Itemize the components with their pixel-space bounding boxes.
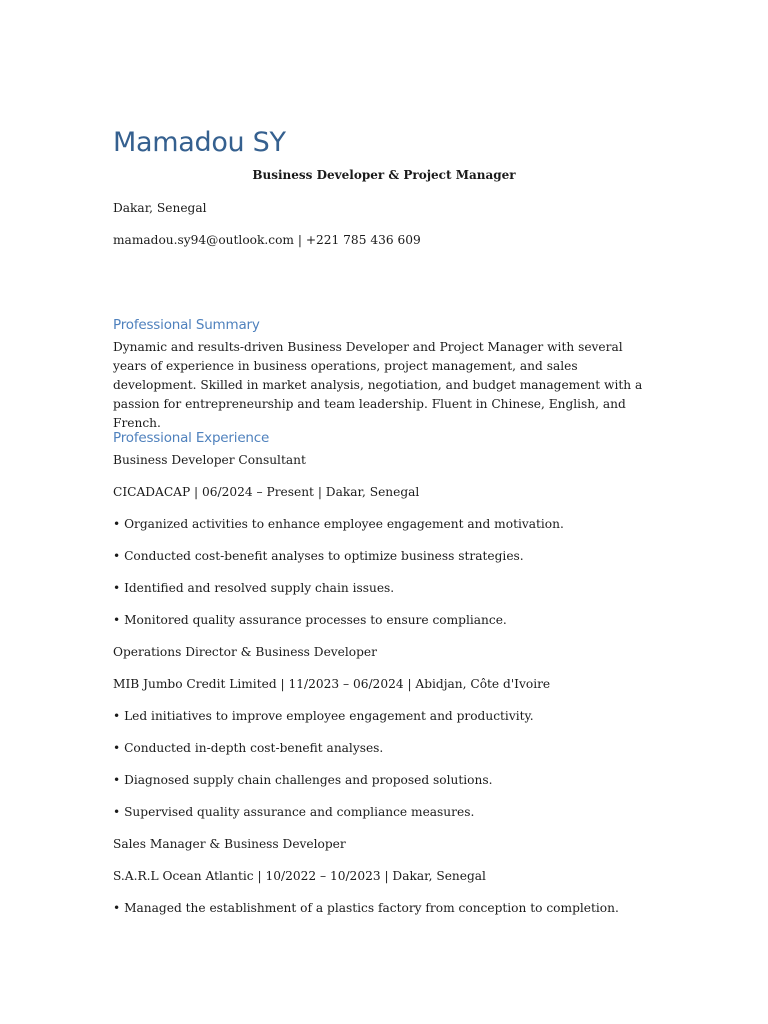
summary-heading: Professional Summary [113, 317, 260, 333]
job-role: Sales Manager & Business Developer [113, 837, 346, 851]
job-role: Operations Director & Business Developer [113, 645, 377, 659]
candidate-title: Business Developer & Project Manager [252, 168, 516, 182]
job-company: S.A.R.L Ocean Atlantic | 10/2022 – 10/2023 | Dakar, Senegal [113, 869, 486, 883]
contact-text: mamadou.sy94@outlook.com | +221 785 436 609 [113, 233, 421, 247]
summary-text: Dynamic and results-driven Business Developer and Project Manager with several years of experience in business operations, project management, and sales development. Skilled in market analysis, negotiation, and budget management with a passion for entrepreneurship and team leadership. Fluent in Chinese, English, and French. [113, 340, 643, 430]
job-company: CICADACAP | 06/2024 – Present | Dakar, Senegal [113, 485, 420, 499]
job-bullet: • Monitored quality assurance processes to ensure compliance. [113, 613, 507, 627]
job-bullet: • Led initiatives to improve employee engagement and productivity. [113, 709, 534, 723]
job-bullet: • Conducted cost-benefit analyses to optimize business strategies. [113, 549, 524, 563]
job-company: MIB Jumbo Credit Limited | 11/2023 – 06/2024 | Abidjan, Côte d'Ivoire [113, 677, 551, 691]
job-bullet: • Conducted in-depth cost-benefit analyses. [113, 741, 384, 755]
job-bullet: • Diagnosed supply chain challenges and proposed solutions. [113, 773, 493, 787]
job-bullet: • Identified and resolved supply chain issues. [113, 581, 395, 595]
job-bullet: • Supervised quality assurance and compliance measures. [113, 805, 475, 819]
candidate-name: Mamadou SY [113, 127, 286, 158]
job-role: Business Developer Consultant [113, 453, 306, 467]
job-bullet: • Managed the establishment of a plastics factory from conception to completion. [113, 901, 619, 915]
job-bullet: • Organized activities to enhance employee engagement and motivation. [113, 517, 564, 531]
experience-heading: Professional Experience [113, 430, 270, 446]
location-text: Dakar, Senegal [113, 201, 207, 215]
